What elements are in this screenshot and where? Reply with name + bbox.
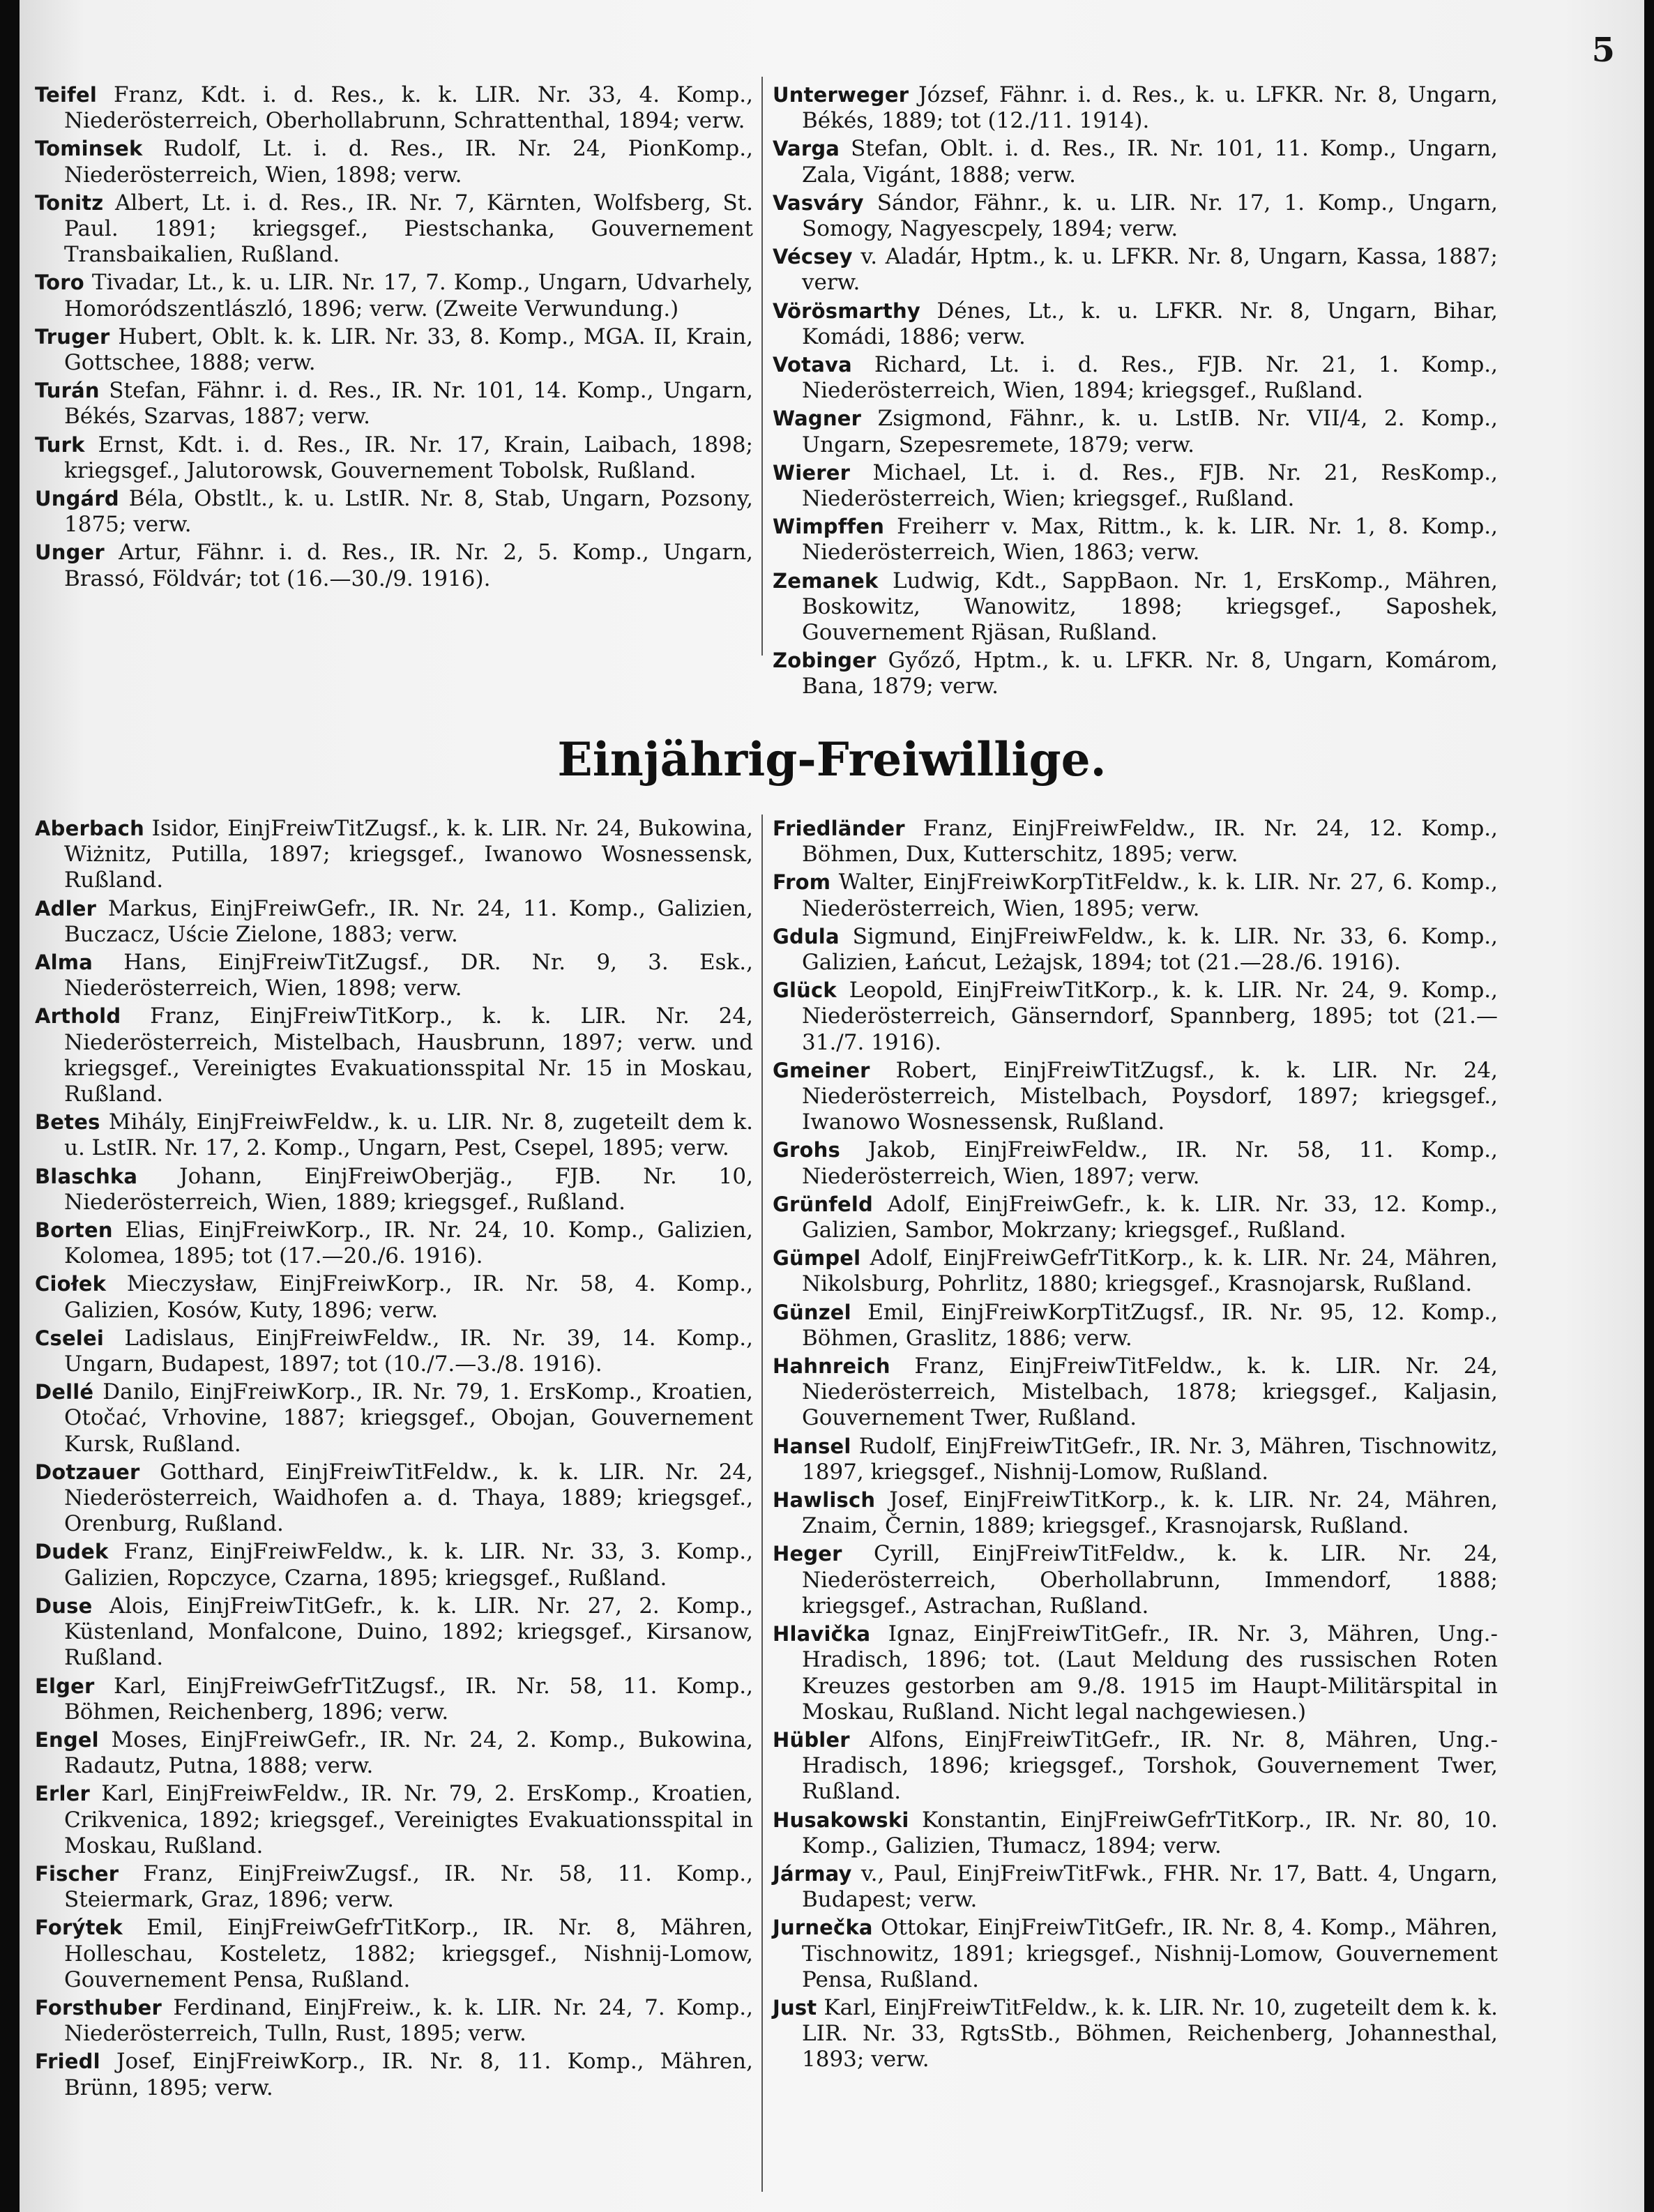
entry-details: Zsigmond, Fähnr., k. u. LstIB. Nr. VII/4, 2. Komp., Ungarn, Szepesremete, 1879; verw. [802, 406, 1498, 457]
entry-surname: Zobinger [773, 649, 877, 673]
entry-surname: Hlavička [773, 1622, 871, 1646]
entry-details: Ottokar, EinjFreiwTitGefr., IR. Nr. 8, 4. Komp., Mähren, Tischnowitz, 1891; kriegsgef., Nishnij-Lomow, Gouvernement Pensa, Rußland. [802, 1915, 1498, 1992]
register-entry [773, 406, 1498, 457]
register-entry [35, 1995, 753, 2047]
entry-details: Alois, EinjFreiwTitGefr., k. k. LIR. Nr. 27, 2. Komp., Küstenland, Monfalcone, Duino, 1892; kriegsgef., Kirsanow, Rußland. [64, 1593, 753, 1671]
entry-surname: Dellé [35, 1380, 94, 1404]
entry-surname: Truger [35, 324, 110, 349]
register-entry [773, 514, 1498, 566]
entry-details: Elias, EinjFreiwKorp., IR. Nr. 24, 10. Komp., Galizien, Kolomea, 1895; tot (17.—20./6. 1916). [64, 1218, 753, 1269]
entry-details: Franz, EinjFreiwTitKorp., k. k. LIR. Nr. 24, Niederösterreich, Mistelbach, Hausbrunn, 1897; verw. und kriegsgef., Vereinigtes Evakuationsspital Nr. 15 in Moskau, Rußland. [64, 1003, 753, 1107]
register-entry [35, 190, 753, 268]
entry-details: Franz, EinjFreiwZugsf., IR. Nr. 58, 11. Komp., Steiermark, Graz, 1896; verw. [64, 1861, 753, 1913]
entry-surname: Toro [35, 271, 84, 295]
entry-details: Béla, Obstlt., k. u. LstIR. Nr. 8, Stab, Ungarn, Pozsony, 1875; verw. [64, 486, 753, 538]
entry-surname: Borten [35, 1218, 113, 1243]
register-entry [773, 298, 1498, 350]
entry-surname: Friedländer [773, 817, 905, 840]
entry-details: Hans, EinjFreiwTitZugsf., DR. Nr. 9, 3. Esk., Niederösterreich, Wien, 1898; verw. [64, 950, 753, 1001]
register-entry [35, 1861, 753, 1913]
entry-details: Markus, EinjFreiwGefr., IR. Nr. 24, 11. Komp., Galizien, Buczacz, Uście Zielone, 1883; verw. [64, 895, 754, 947]
entry-details: Sándor, Fähnr., k. u. LIR. Nr. 17, 1. Komp., Ungarn, Somogy, Nagyescpely, 1894; verw. [802, 190, 1498, 242]
entry-details: Robert, EinjFreiwTitZugsf., k. k. LIR. Nr. 24, Niederösterreich, Mistelbach, Poysdorf, 1897; kriegsgef., Iwanowo Wosnessensk, Rußland. [802, 1057, 1498, 1135]
register-entry [35, 1218, 753, 1269]
entry-details: József, Fähnr. i. d. Res., k. u. LFKR. Nr. 8, Ungarn, Békés, 1889; tot (12./11. 1914). [802, 82, 1498, 134]
register-entry [35, 2049, 753, 2100]
entry-details: Walter, EinjFreiwKorpTitFeldw., k. k. LIR. Nr. 27, 6. Komp., Niederösterreich, Wien, 1895; verw. [802, 870, 1498, 921]
entry-surname: Gdula [773, 924, 840, 948]
entry-details: Győző, Hptm., k. u. LFKR. Nr. 8, Ungarn, Komárom, Bana, 1879; verw. [802, 648, 1499, 699]
entry-surname: Vécsey [773, 245, 853, 269]
entry-details: Karl, EinjFreiwFeldw., IR. Nr. 79, 2. ErsKomp., Kroatien, Crikvenica, 1892; kriegsgef., Vereinigtes Evakuationsspital in Moskau, Rußland. [64, 1781, 753, 1858]
register-entry [35, 1539, 753, 1591]
entry-details: Johann, EinjFreiwOberjäg., FJB. Nr. 10, Niederösterreich, Wien, 1889; kriegsgef., Rußland. [64, 1163, 753, 1215]
entry-surname: Teifel [35, 83, 97, 107]
register-entry [773, 352, 1498, 404]
register-entry [35, 82, 753, 134]
register-entry [35, 324, 753, 376]
register-entry [773, 1434, 1498, 1485]
entry-details: Mieczysław, EinjFreiwKorp., IR. Nr. 58, 4. Komp., Galizien, Kosów, Kuty, 1896; verw. [64, 1271, 753, 1323]
entry-details: Stefan, Oblt. i. d. Res., IR. Nr. 101, 11. Komp., Ungarn, Zala, Vigánt, 1888; verw. [802, 136, 1499, 188]
entry-details: Ignaz, EinjFreiwTitGefr., IR. Nr. 3, Mähren, Ung.-Hradisch, 1896; tot. (Laut Meldung des russischen Roten Kreuzes gestorben am 9./8. 1915 im Haupt-Militärspital in Moskau, Rußland. Nicht legal nachgewiesen.) [802, 1621, 1498, 1725]
entry-details: Albert, Lt. i. d. Res., IR. Nr. 7, Kärnten, Wolfsberg, St. Paul. 1891; kriegsgef., Piestschanka, Gouvernement Transbaikalien, Rußland. [64, 190, 754, 268]
register-entry [35, 1460, 753, 1538]
register-entry [35, 1781, 753, 1859]
entry-details: Ferdinand, EinjFreiw., k. k. LIR. Nr. 24, 7. Komp., Niederösterreich, Tulln, Rust, 1895; verw. [64, 1994, 753, 2047]
entry-details: Karl, EinjFreiwTitFeldw., k. k. LIR. Nr. 10, zugeteilt dem k. k. LIR. Nr. 33, RgtsStb., Böhmen, Reichenberg, Johannesthal, 1893; verw. [802, 1994, 1499, 2073]
register-entry [773, 978, 1498, 1056]
entry-surname: Dotzauer [35, 1460, 140, 1484]
entry-details: Franz, EinjFreiwFeldw., IR. Nr. 24, 12. Komp., Böhmen, Dux, Kutterschitz, 1895; verw. [802, 816, 1499, 868]
entry-surname: Gümpel [773, 1246, 861, 1271]
entry-details: Josef, EinjFreiwKorp., IR. Nr. 8, 11. Komp., Mähren, Brünn, 1895; verw. [64, 2049, 753, 2100]
entry-surname: Günzel [773, 1300, 851, 1324]
entry-surname: Duse [35, 1593, 93, 1618]
entry-details: Richard, Lt. i. d. Res., FJB. Nr. 21, 1. Komp., Niederösterreich, Wien, 1894; kriegsgef., Rußland. [802, 352, 1499, 404]
register-entry [773, 190, 1498, 242]
entry-details: Dénes, Lt., k. u. LFKR. Nr. 8, Ungarn, Bihar, Komádi, 1886; verw. [802, 298, 1499, 349]
entry-details: Artur, Fähnr. i. d. Res., IR. Nr. 2, 5. Komp., Ungarn, Brassó, Földvár; tot (16.—30./9. 1916). [64, 540, 753, 591]
column-divider-top [761, 77, 763, 656]
column-bottom-left [35, 816, 753, 2103]
entry-surname: Blaschka [35, 1164, 138, 1188]
document-page [20, 0, 1644, 2212]
entry-details: Mihály, EinjFreiwFeldw., k. u. LIR. Nr. 8, zugeteilt dem k. u. LstIR. Nr. 17, 2. Komp., Ungarn, Pest, Csepel, 1895; verw. [64, 1109, 754, 1161]
entry-surname: Friedl [35, 2050, 100, 2074]
entry-surname: Hawlisch [773, 1488, 876, 1513]
register-entry [35, 1727, 753, 1779]
register-entry [35, 136, 753, 188]
register-entry [773, 1192, 1498, 1243]
register-entry [35, 1593, 753, 1672]
entry-surname: Grünfeld [773, 1192, 873, 1216]
register-entry [35, 1271, 753, 1323]
entry-details: Gotthard, EinjFreiwTitFeldw., k. k. LIR. Nr. 24, Niederösterreich, Waidhofen a. d. Thaya, 1889; kriegsgef., Orenburg, Rußland. [64, 1459, 754, 1537]
entry-details: Ernst, Kdt. i. d. Res., IR. Nr. 17, Krain, Laibach, 1898; kriegsgef., Jalutorowsk, Gouvernement Tobolsk, Rußland. [64, 432, 753, 483]
entry-details: Jakob, EinjFreiwFeldw., IR. Nr. 58, 11. Komp., Niederösterreich, Wien, 1897; verw. [802, 1137, 1498, 1189]
register-entry [35, 896, 753, 948]
entry-surname: Elger [35, 1674, 95, 1698]
column-bottom-right [773, 816, 1498, 2075]
register-entry [35, 270, 753, 321]
register-entry [773, 82, 1498, 134]
register-entry [773, 1861, 1498, 1913]
entry-surname: Varga [773, 137, 840, 161]
register-entry [35, 1674, 753, 1725]
entry-details: Rudolf, EinjFreiwTitGefr., IR. Nr. 3, Mähren, Tischnowitz, 1897, kriegsgef., Nishnij-Lomow, Rußland. [802, 1433, 1498, 1485]
page-number: 5 [1591, 31, 1615, 70]
entry-details: Stefan, Fähnr. i. d. Res., IR. Nr. 101, 14. Komp., Ungarn, Békés, Szarvas, 1887; verw. [64, 378, 753, 430]
entry-details: Emil, EinjFreiwKorpTitZugsf., IR. Nr. 95, 12. Komp., Böhmen, Graslitz, 1886; verw. [802, 1299, 1498, 1351]
register-entry [773, 460, 1498, 512]
register-entry [773, 816, 1498, 868]
register-entry [35, 540, 753, 591]
register-entry [773, 1915, 1498, 1993]
entry-details: v., Paul, EinjFreiwTitFwk., FHR. Nr. 17, Batt. 4, Ungarn, Budapest; verw. [802, 1861, 1499, 1913]
entry-details: Tivadar, Lt., k. u. LIR. Nr. 17, 7. Komp., Ungarn, Udvarhely, Homoródszentlászló, 1896; verw. (Zweite Verwundung.) [64, 270, 753, 321]
entry-surname: Wagner [773, 407, 862, 431]
entry-details: Hubert, Oblt. k. k. LIR. Nr. 33, 8. Komp., MGA. II, Krain, Gottschee, 1888; verw. [64, 324, 754, 376]
entry-details: Sigmund, EinjFreiwFeldw., k. k. LIR. Nr. 33, 6. Komp., Galizien, Łańcut, Leżajsk, 1894; tot (21.—28./6. 1916). [802, 923, 1498, 976]
register-entry [35, 1109, 753, 1161]
entry-details: Moses, EinjFreiwGefr., IR. Nr. 24, 2. Komp., Bukowina, Radautz, Putna, 1888; verw. [64, 1727, 753, 1779]
entry-surname: Cselei [35, 1326, 104, 1350]
entry-details: Freiherr v. Max, Rittm., k. k. LIR. Nr. 1, 8. Komp., Niederösterreich, Wien, 1863; verw. [802, 514, 1499, 566]
entry-surname: Adler [35, 896, 97, 921]
register-entry [773, 924, 1498, 976]
entry-surname: Zemanek [773, 568, 879, 593]
register-entry [35, 950, 753, 1001]
register-entry [773, 136, 1498, 188]
register-entry [35, 486, 753, 538]
register-entry [773, 1621, 1498, 1725]
register-entry [773, 1354, 1498, 1432]
register-entry [773, 1487, 1498, 1539]
register-entry [35, 432, 753, 484]
register-entry [773, 1245, 1498, 1297]
entry-surname: Unterweger [773, 83, 909, 107]
entry-surname: Fischer [35, 1861, 119, 1886]
entry-surname: Vasváry [773, 190, 864, 215]
register-entry [773, 1808, 1498, 1859]
entry-surname: Hübler [773, 1727, 850, 1752]
entry-details: v. Aladár, Hptm., k. u. LFKR. Nr. 8, Ungarn, Kassa, 1887; verw. [802, 244, 1498, 296]
entry-details: Alfons, EinjFreiwTitGefr., IR. Nr. 8, Mähren, Ung.-Hradisch, 1896; kriegsgef., Torshok, Gouvernement Twer, Rußland. [802, 1727, 1498, 1805]
register-entry [35, 1164, 753, 1215]
register-entry [773, 244, 1498, 296]
register-entry [35, 1915, 753, 1993]
entry-surname: Gmeiner [773, 1058, 870, 1082]
entry-surname: Engel [35, 1727, 99, 1752]
section-title: Einjährig-Freiwillige. [557, 732, 1107, 787]
entry-details: Josef, EinjFreiwTitKorp., k. k. LIR. Nr. 24, Mähren, Znaim, Černin, 1889; kriegsgef., Krasnojarsk, Rußland. [802, 1487, 1499, 1539]
entry-surname: Jármay [773, 1861, 852, 1886]
entry-surname: Grohs [773, 1138, 840, 1162]
entry-surname: Turk [35, 432, 85, 457]
register-entry [35, 816, 753, 894]
entry-details: Leopold, EinjFreiwTitKorp., k. k. LIR. Nr. 24, 9. Komp., Niederösterreich, Gänserndorf, Spannberg, 1895; tot (21.—31./7. 1916). [802, 978, 1498, 1055]
entry-surname: Votava [773, 353, 852, 377]
entry-surname: Turán [35, 379, 100, 403]
entry-surname: Forsthuber [35, 1995, 162, 2020]
entry-surname: Erler [35, 1782, 91, 1806]
entry-surname: Wimpffen [773, 515, 885, 539]
entry-surname: Ciołek [35, 1272, 107, 1296]
entry-surname: Glück [773, 978, 837, 1003]
register-entry [773, 1995, 1498, 2073]
register-entry [773, 1541, 1498, 1619]
register-entry [35, 1379, 753, 1457]
column-top-right [773, 82, 1498, 702]
entry-details: Konstantin, EinjFreiwGefrTitKorp., IR. Nr. 80, 10. Komp., Galizien, Tłumacz, 1894; verw. [802, 1807, 1498, 1858]
entry-surname: Betes [35, 1110, 100, 1135]
entry-details: Ladislaus, EinjFreiwFeldw., IR. Nr. 39, 14. Komp., Ungarn, Budapest, 1897; tot (10./7.—3./8. 1916). [64, 1325, 753, 1377]
entry-surname: Heger [773, 1542, 842, 1566]
register-entry [35, 378, 753, 430]
entry-surname: Ungárd [35, 487, 119, 511]
entry-surname: Jurnečka [773, 1916, 873, 1940]
entry-surname: Tonitz [35, 190, 104, 215]
entry-details: Emil, EinjFreiwGefrTitKorp., IR. Nr. 8, Mähren, Holleschau, Kosteletz, 1882; kriegsgef., Nishnij-Lomow, Gouvernement Pensa, Rußland. [64, 1915, 753, 1992]
entry-surname: Husakowski [773, 1808, 909, 1832]
register-entry [773, 568, 1498, 646]
entry-surname: Aberbach [35, 817, 144, 840]
entry-surname: Hansel [773, 1434, 851, 1458]
entry-surname: Wierer [773, 460, 851, 485]
entry-surname: Arthold [35, 1004, 121, 1029]
register-entry [35, 1003, 753, 1107]
register-entry [773, 870, 1498, 921]
register-entry [773, 648, 1498, 699]
entry-surname: Forýtek [35, 1916, 123, 1940]
entry-surname: Dudek [35, 1540, 109, 1564]
register-entry [773, 1058, 1498, 1136]
register-entry [35, 1326, 753, 1377]
entry-details: Isidor, EinjFreiwTitZugsf., k. k. LIR. Nr. 24, Bukowina, Wiżnitz, Putilla, 1897; kriegsgef., Iwanowo Wosnessensk, Rußland. [64, 816, 754, 893]
entry-surname: Just [773, 1995, 817, 2020]
entry-details: Danilo, EinjFreiwKorp., IR. Nr. 79, 1. ErsKomp., Kroatien, Otočać, Vrhovine, 1887; kriegsgef., Obojan, Gouvernement Kursk, Rußland. [64, 1379, 753, 1457]
entry-details: Adolf, EinjFreiwGefrTitKorp., k. k. LIR. Nr. 24, Mähren, Nikolsburg, Pohrlitz, 1880; kriegsgef., Krasnojarsk, Rußland. [802, 1245, 1498, 1297]
entry-surname: From [773, 870, 831, 895]
column-divider-bottom [761, 815, 763, 2192]
entry-details: Cyrill, EinjFreiwTitFeldw., k. k. LIR. Nr. 24, Niederösterreich, Oberhollabrunn, Immendorf, 1888; kriegsgef., Astrachan, Rußland. [802, 1541, 1499, 1619]
entry-surname: Alma [35, 950, 93, 975]
entry-surname: Hahnreich [773, 1354, 890, 1379]
entry-details: Franz, EinjFreiwTitFeldw., k. k. LIR. Nr. 24, Niederösterreich, Mistelbach, 1878; kriegsgef., Kaljasin, Gouvernement Twer, Rußland. [802, 1354, 1498, 1431]
column-top-left [35, 82, 753, 594]
entry-surname: Tominsek [35, 137, 143, 161]
register-entry [773, 1137, 1498, 1189]
entry-details: Franz, EinjFreiwFeldw., k. k. LIR. Nr. 33, 3. Komp., Galizien, Ropczyce, Czarna, 1895; kriegsgef., Rußland. [64, 1539, 753, 1591]
entry-details: Karl, EinjFreiwGefrTitZugsf., IR. Nr. 58, 11. Komp., Böhmen, Reichenberg, 1896; verw. [64, 1673, 753, 1725]
entry-details: Michael, Lt. i. d. Res., FJB. Nr. 21, ResKomp., Niederösterreich, Wien; kriegsgef., Rußland. [802, 460, 1498, 512]
register-entry [773, 1727, 1498, 1805]
register-entry [773, 1300, 1498, 1351]
entry-details: Adolf, EinjFreiwGefr., k. k. LIR. Nr. 33, 12. Komp., Galizien, Sambor, Mokrzany; kriegsgef., Rußland. [802, 1191, 1499, 1243]
entry-details: Ludwig, Kdt., SappBaon. Nr. 1, ErsKomp., Mähren, Boskowitz, Wanowitz, 1898; kriegsgef., Saposhek, Gouvernement Rjäsan, Rußland. [802, 568, 1498, 646]
entry-details: Franz, Kdt. i. d. Res., k. k. LIR. Nr. 33, 4. Komp., Niederösterreich, Oberhollabrunn, Schrattenthal, 1894; verw. [64, 82, 754, 134]
entry-surname: Vörösmarthy [773, 298, 920, 323]
entry-details: Rudolf, Lt. i. d. Res., IR. Nr. 24, PionKomp., Niederösterreich, Wien, 1898; verw. [64, 136, 753, 188]
entry-surname: Unger [35, 540, 105, 565]
